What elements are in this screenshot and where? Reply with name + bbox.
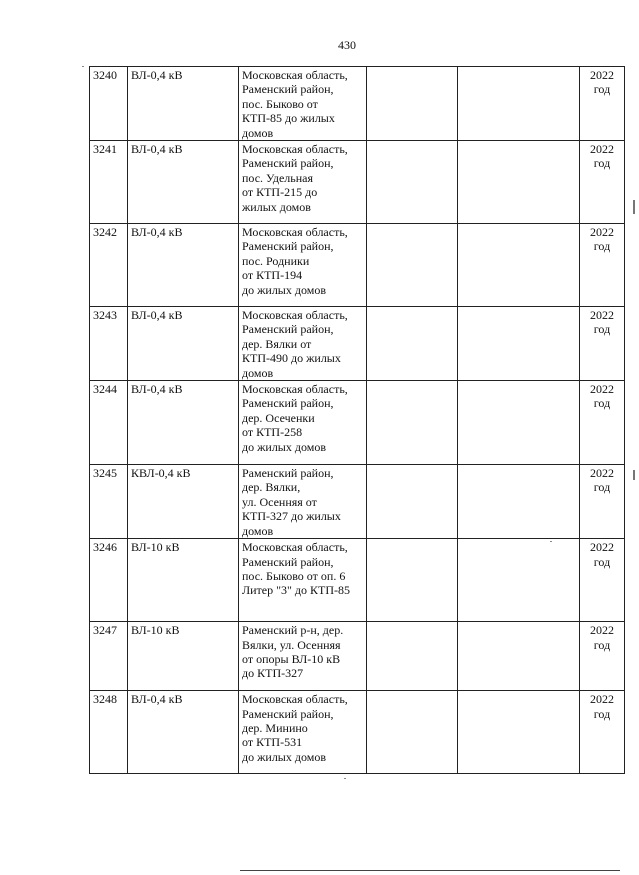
line-type-cell: КВЛ-0,4 кВ — [128, 465, 239, 539]
table-row — [90, 67, 625, 141]
empty-cell — [367, 539, 458, 622]
scan-speck — [550, 541, 552, 542]
empty-cell — [458, 622, 580, 691]
empty-cell — [367, 307, 458, 381]
empty-cell — [367, 465, 458, 539]
table-row — [90, 381, 625, 465]
year-cell: 2022 год — [580, 622, 625, 691]
row-number-cell: 3244 — [90, 381, 128, 465]
row-number-cell: 3242 — [90, 224, 128, 307]
empty-cell — [367, 691, 458, 774]
row-number-cell: 3248 — [90, 691, 128, 774]
empty-cell — [367, 141, 458, 224]
table-row — [90, 307, 625, 381]
location-cell: Раменский р-н, дер. Вялки, ул. Осенняя от опоры ВЛ-10 кВ до КТП-327 — [239, 622, 367, 691]
line-type-cell: ВЛ-0,4 кВ — [128, 224, 239, 307]
year-cell: 2022 год — [580, 381, 625, 465]
location-cell: Московская область, Раменский район, дер. Вялки от КТП-490 до жилых домов — [239, 307, 367, 381]
year-cell: 2022 год — [580, 141, 625, 224]
table-row — [90, 141, 625, 224]
empty-cell — [458, 381, 580, 465]
empty-cell — [458, 691, 580, 774]
line-type-cell: ВЛ-10 кВ — [128, 622, 239, 691]
table-row — [90, 224, 625, 307]
empty-cell — [367, 622, 458, 691]
table-row — [90, 691, 625, 774]
line-type-cell: ВЛ-0,4 кВ — [128, 141, 239, 224]
location-cell: Раменский район, дер. Вялки, ул. Осенняя от КТП-327 до жилых домов — [239, 465, 367, 539]
year-cell: 2022 год — [580, 224, 625, 307]
line-type-cell: ВЛ-0,4 кВ — [128, 67, 239, 141]
year-cell: 2022 год — [580, 67, 625, 141]
location-cell: Московская область, Раменский район, дер. Осеченки от КТП-258 до жилых домов — [239, 381, 367, 465]
year-cell: 2022 год — [580, 539, 625, 622]
line-type-cell: ВЛ-0,4 кВ — [128, 307, 239, 381]
scan-speck — [82, 66, 84, 67]
scan-bottom-edge — [240, 870, 620, 871]
row-number-cell: 3245 — [90, 465, 128, 539]
empty-cell — [458, 465, 580, 539]
row-number-cell: 3243 — [90, 307, 128, 381]
line-type-cell: ВЛ-0,4 кВ — [128, 691, 239, 774]
row-number-cell: 3241 — [90, 141, 128, 224]
location-cell: Московская область, Раменский район, пос. Быково от оп. 6 Литер "3" до КТП-85 — [239, 539, 367, 622]
empty-cell — [458, 224, 580, 307]
location-cell: Московская область, Раменский район, пос. Удельная от КТП-215 до жилых домов — [239, 141, 367, 224]
page-number: 430 — [338, 38, 356, 52]
registry-table — [89, 66, 625, 774]
empty-cell — [458, 67, 580, 141]
scan-speck — [344, 778, 346, 779]
row-number-cell: 3246 — [90, 539, 128, 622]
year-cell: 2022 год — [580, 691, 625, 774]
location-cell: Московская область, Раменский район, пос. Родники от КТП-194 до жилых домов — [239, 224, 367, 307]
empty-cell — [458, 141, 580, 224]
year-cell: 2022 год — [580, 307, 625, 381]
table-row — [90, 539, 625, 622]
empty-cell — [367, 381, 458, 465]
location-cell: Московская область, Раменский район, пос. Быково от КТП-85 до жилых домов — [239, 67, 367, 141]
row-number-cell: 3247 — [90, 622, 128, 691]
line-type-cell: ВЛ-10 кВ — [128, 539, 239, 622]
empty-cell — [458, 539, 580, 622]
scan-margin-mark — [633, 470, 635, 480]
line-type-cell: ВЛ-0,4 кВ — [128, 381, 239, 465]
table-row — [90, 465, 625, 539]
location-cell: Московская область, Раменский район, дер. Минино от КТП-531 до жилых домов — [239, 691, 367, 774]
year-cell: 2022 год — [580, 465, 625, 539]
empty-cell — [458, 307, 580, 381]
table-row — [90, 622, 625, 691]
row-number-cell: 3240 — [90, 67, 128, 141]
empty-cell — [367, 224, 458, 307]
empty-cell — [367, 67, 458, 141]
scan-margin-mark — [633, 200, 635, 214]
